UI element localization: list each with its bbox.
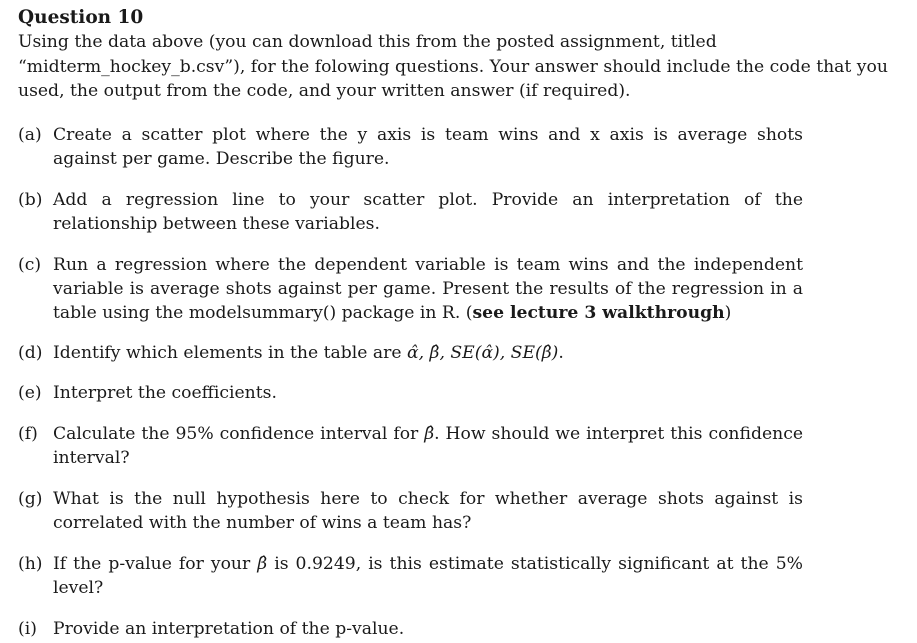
item-label: (g)	[18, 488, 43, 509]
question-intro: Using the data above (you can download this from the posted assignment, titled “midterm_hockey_b.csv”), for the folowing questions. Your answer should include the code that you used, the output from the code, and your written answer (if required).	[18, 32, 888, 101]
question-item-d	[18, 341, 803, 365]
question-list	[18, 123, 913, 641]
item-text: Interpret the coefficients.	[53, 382, 277, 403]
item-text: If the p-value for your β̂ is 0.9249, is this estimate statistically significant at the 5% level?	[53, 553, 803, 598]
item-label: (b)	[18, 189, 43, 210]
item-label: (d)	[18, 342, 43, 363]
question-item-a	[18, 123, 803, 171]
question-item-e	[18, 381, 803, 405]
item-text: Provide an interpretation of the p-value.	[53, 618, 405, 639]
item-label: (c)	[18, 254, 42, 275]
item-text: Create a scatter plot where the y axis is team wins and x axis is average shots against per game. Describe the figure.	[53, 124, 803, 169]
math-expression: β̂	[257, 553, 268, 574]
question-title: Question 10	[18, 7, 144, 28]
item-label: (h)	[18, 553, 43, 574]
item-label: (e)	[18, 382, 42, 403]
math-expression: β̂	[424, 423, 435, 444]
item-text: Identify which elements in the table are α̂, β̂, SE(α̂), SE(β̂).	[53, 342, 564, 363]
bold-reference: see lecture 3 walkthrough	[472, 302, 725, 323]
item-text: Add a regression line to your scatter plot. Provide an interpretation of the relationship between these variables.	[53, 189, 803, 234]
item-label: (f)	[18, 423, 38, 444]
item-label: (i)	[18, 618, 37, 639]
math-expression: α̂, β̂, SE(α̂), SE(β̂)	[407, 342, 559, 363]
item-text: Calculate the 95% confidence interval for β̂. How should we interpret this confidence interval?	[53, 423, 803, 468]
question-item-f	[18, 422, 803, 470]
item-text: What is the null hypothesis here to check for whether average shots against is correlated with the number of wins a team has?	[53, 488, 803, 533]
item-label: (a)	[18, 124, 42, 145]
question-item-i	[18, 617, 803, 641]
question-item-c	[18, 253, 803, 325]
question-item-h	[18, 552, 803, 600]
question-item-b	[18, 188, 803, 236]
document	[18, 6, 913, 641]
question-item-g	[18, 487, 803, 535]
item-text: Run a regression where the dependent variable is team wins and the independent variable is average shots against per game. Present the results of the regression in a table using the modelsummary() package in R. (see lecture 3 walkthrough)	[53, 254, 803, 323]
